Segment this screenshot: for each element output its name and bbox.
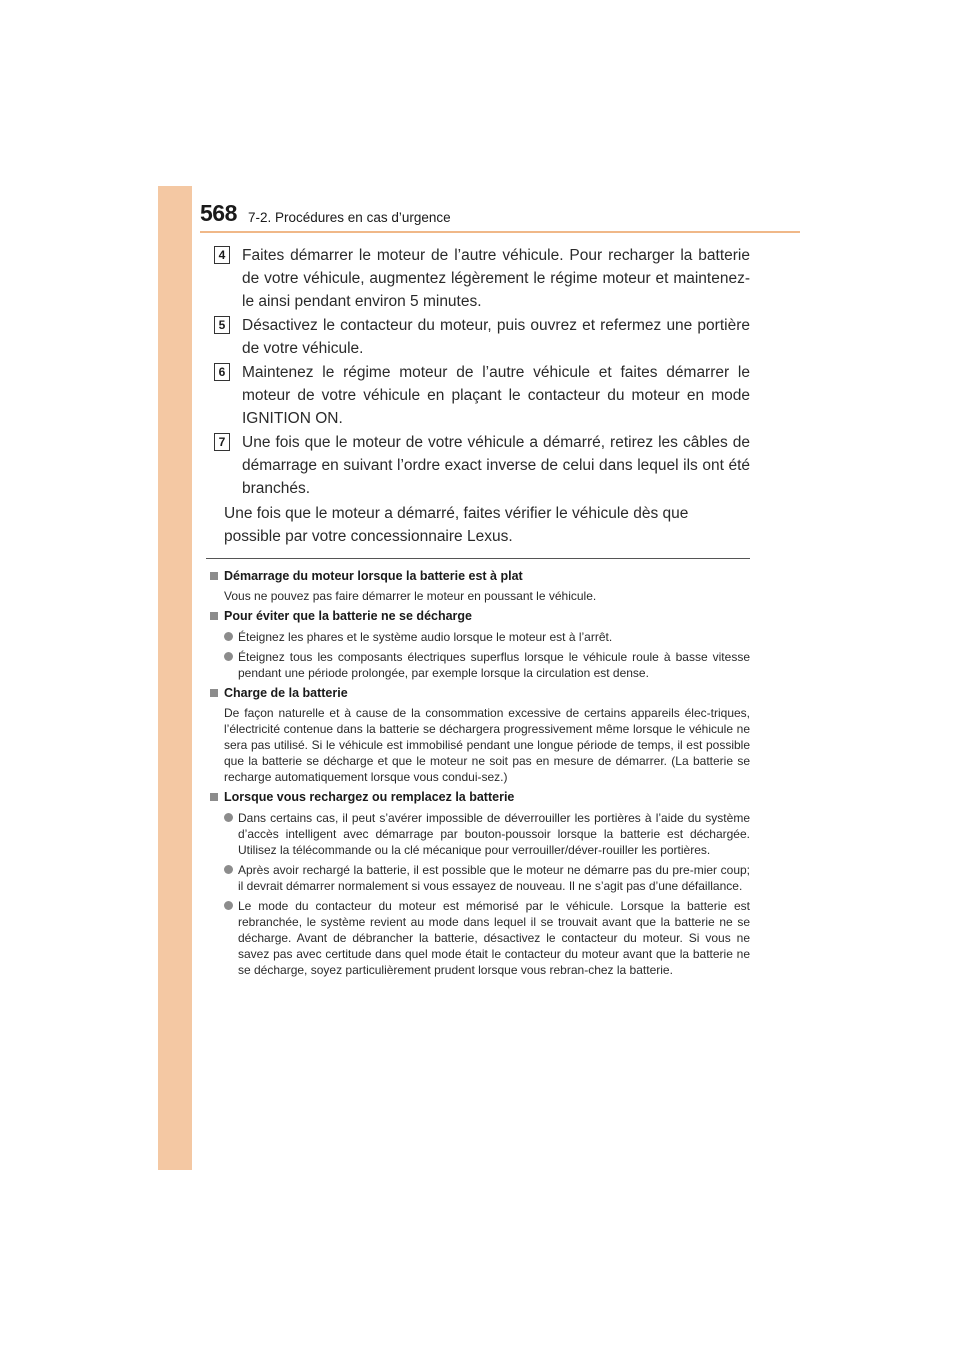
- after-start-note: Une fois que le moteur a démarré, faites vérifier le véhicule dès que possible par votre concessionnaire Lexus.: [224, 505, 689, 545]
- step-4: [214, 244, 750, 313]
- list-item: Éteignez tous les composants électriques superflus lorsque le véhicule roule à basse vitesse pendant une période prolongée, par exemple lorsque la circulation est dense.: [210, 649, 750, 681]
- step-number-badge: 5: [214, 316, 230, 334]
- square-bullet-icon: [210, 689, 218, 697]
- list-item: Le mode du contacteur du moteur est mémorisé par le véhicule. Lorsque la batterie est rebranchée, le système revient au mode dans lequel il se trouvait avant que la batterie ne se décharge. Avant de débrancher la batterie, désactivez le contacteur du moteur. Si vous ne savez pas avec certitude dans quel mode était le contacteur du moteur avant que la batterie ne se décharge, soyez particulièrement prudent lorsque vous rebran-chez la batterie.: [210, 898, 750, 978]
- header-rule: [200, 231, 800, 233]
- note-text: Vous ne pouvez pas faire démarrer le moteur en poussant le véhicule.: [224, 589, 597, 603]
- round-bullet-icon: [224, 865, 233, 874]
- step-text: Faites démarrer le moteur de l’autre véhicule. Pour recharger la batterie de votre véhicule, augmentez légèrement le régime moteur et maintenez-le ainsi pendant environ 5 minutes.: [242, 247, 750, 310]
- section-divider: [206, 558, 750, 559]
- note-prevent-discharge: [210, 608, 750, 681]
- note-dead-battery: [210, 568, 750, 604]
- round-bullet-icon: [224, 813, 233, 822]
- step-number-badge: 6: [214, 363, 230, 381]
- page-header: [200, 200, 800, 232]
- section-title: 7-2. Procédures en cas d’urgence: [248, 210, 451, 225]
- step-text: Une fois que le moteur de votre véhicule a démarré, retirez les câbles de démarrage en suivant l’ordre exact inverse de celui dans lequel ils ont été branchés.: [242, 434, 750, 497]
- note-heading: Pour éviter que la batterie ne se décharge: [224, 609, 473, 623]
- page-number: 568: [200, 200, 237, 226]
- round-bullet-icon: [224, 901, 233, 910]
- step-number-badge: 7: [214, 433, 230, 451]
- notes-section: [210, 568, 750, 982]
- square-bullet-icon: [210, 793, 218, 801]
- square-bullet-icon: [210, 612, 218, 620]
- note-battery-charge: [210, 685, 750, 785]
- step-5: [214, 314, 750, 360]
- square-bullet-icon: [210, 572, 218, 580]
- note-heading: Lorsque vous rechargez ou remplacez la batterie: [224, 790, 515, 804]
- side-color-band: [158, 186, 192, 1170]
- round-bullet-icon: [224, 652, 233, 661]
- note-heading: Démarrage du moteur lorsque la batterie est à plat: [224, 569, 523, 583]
- round-bullet-icon: [224, 632, 233, 641]
- list-item: Dans certains cas, il peut s’avérer impossible de déverrouiller les portières à l’aide du système d’accès intelligent avec démarrage par bouton-poussoir lorsque la batterie est déchargée. Utilisez la télécommande ou la clé mécanique pour verrouiller/déver-rouiller les portières.: [210, 810, 750, 858]
- list-item: Éteignez les phares et le système audio lorsque le moteur est à l’arrêt.: [210, 629, 750, 645]
- note-recharge-replace: [210, 789, 750, 978]
- list-item: Après avoir rechargé la batterie, il est possible que le moteur ne démarre pas du pre-mier coup; il devrait démarrer normalement si vous essayez de nouveau. Il ne s’agit pas d’une défaillance.: [210, 862, 750, 894]
- note-text: De façon naturelle et à cause de la consommation excessive de certains appareils élec-triques, l’électricité contenue dans la batterie se déchargera progressivement même lorsque le véhicule ne sera pas utilisé. Si le véhicule est immobilisé pendant une longue période de temps, il est possible que la batterie se décharge et que le moteur ne soit pas en mesure de démarrer. (La batterie se recharge automatiquement lorsque vous condui-sez.): [224, 706, 750, 784]
- note-heading: Charge de la batterie: [224, 686, 348, 700]
- step-number-badge: 4: [214, 246, 230, 264]
- step-7: [214, 431, 750, 500]
- step-6: [214, 361, 750, 430]
- step-text: Désactivez le contacteur du moteur, puis ouvrez et refermez une portière de votre véhicule.: [242, 317, 750, 357]
- step-text: Maintenez le régime moteur de l’autre véhicule et faites démarrer le moteur de votre véhicule en plaçant le contacteur du moteur en mode IGNITION ON.: [242, 364, 750, 427]
